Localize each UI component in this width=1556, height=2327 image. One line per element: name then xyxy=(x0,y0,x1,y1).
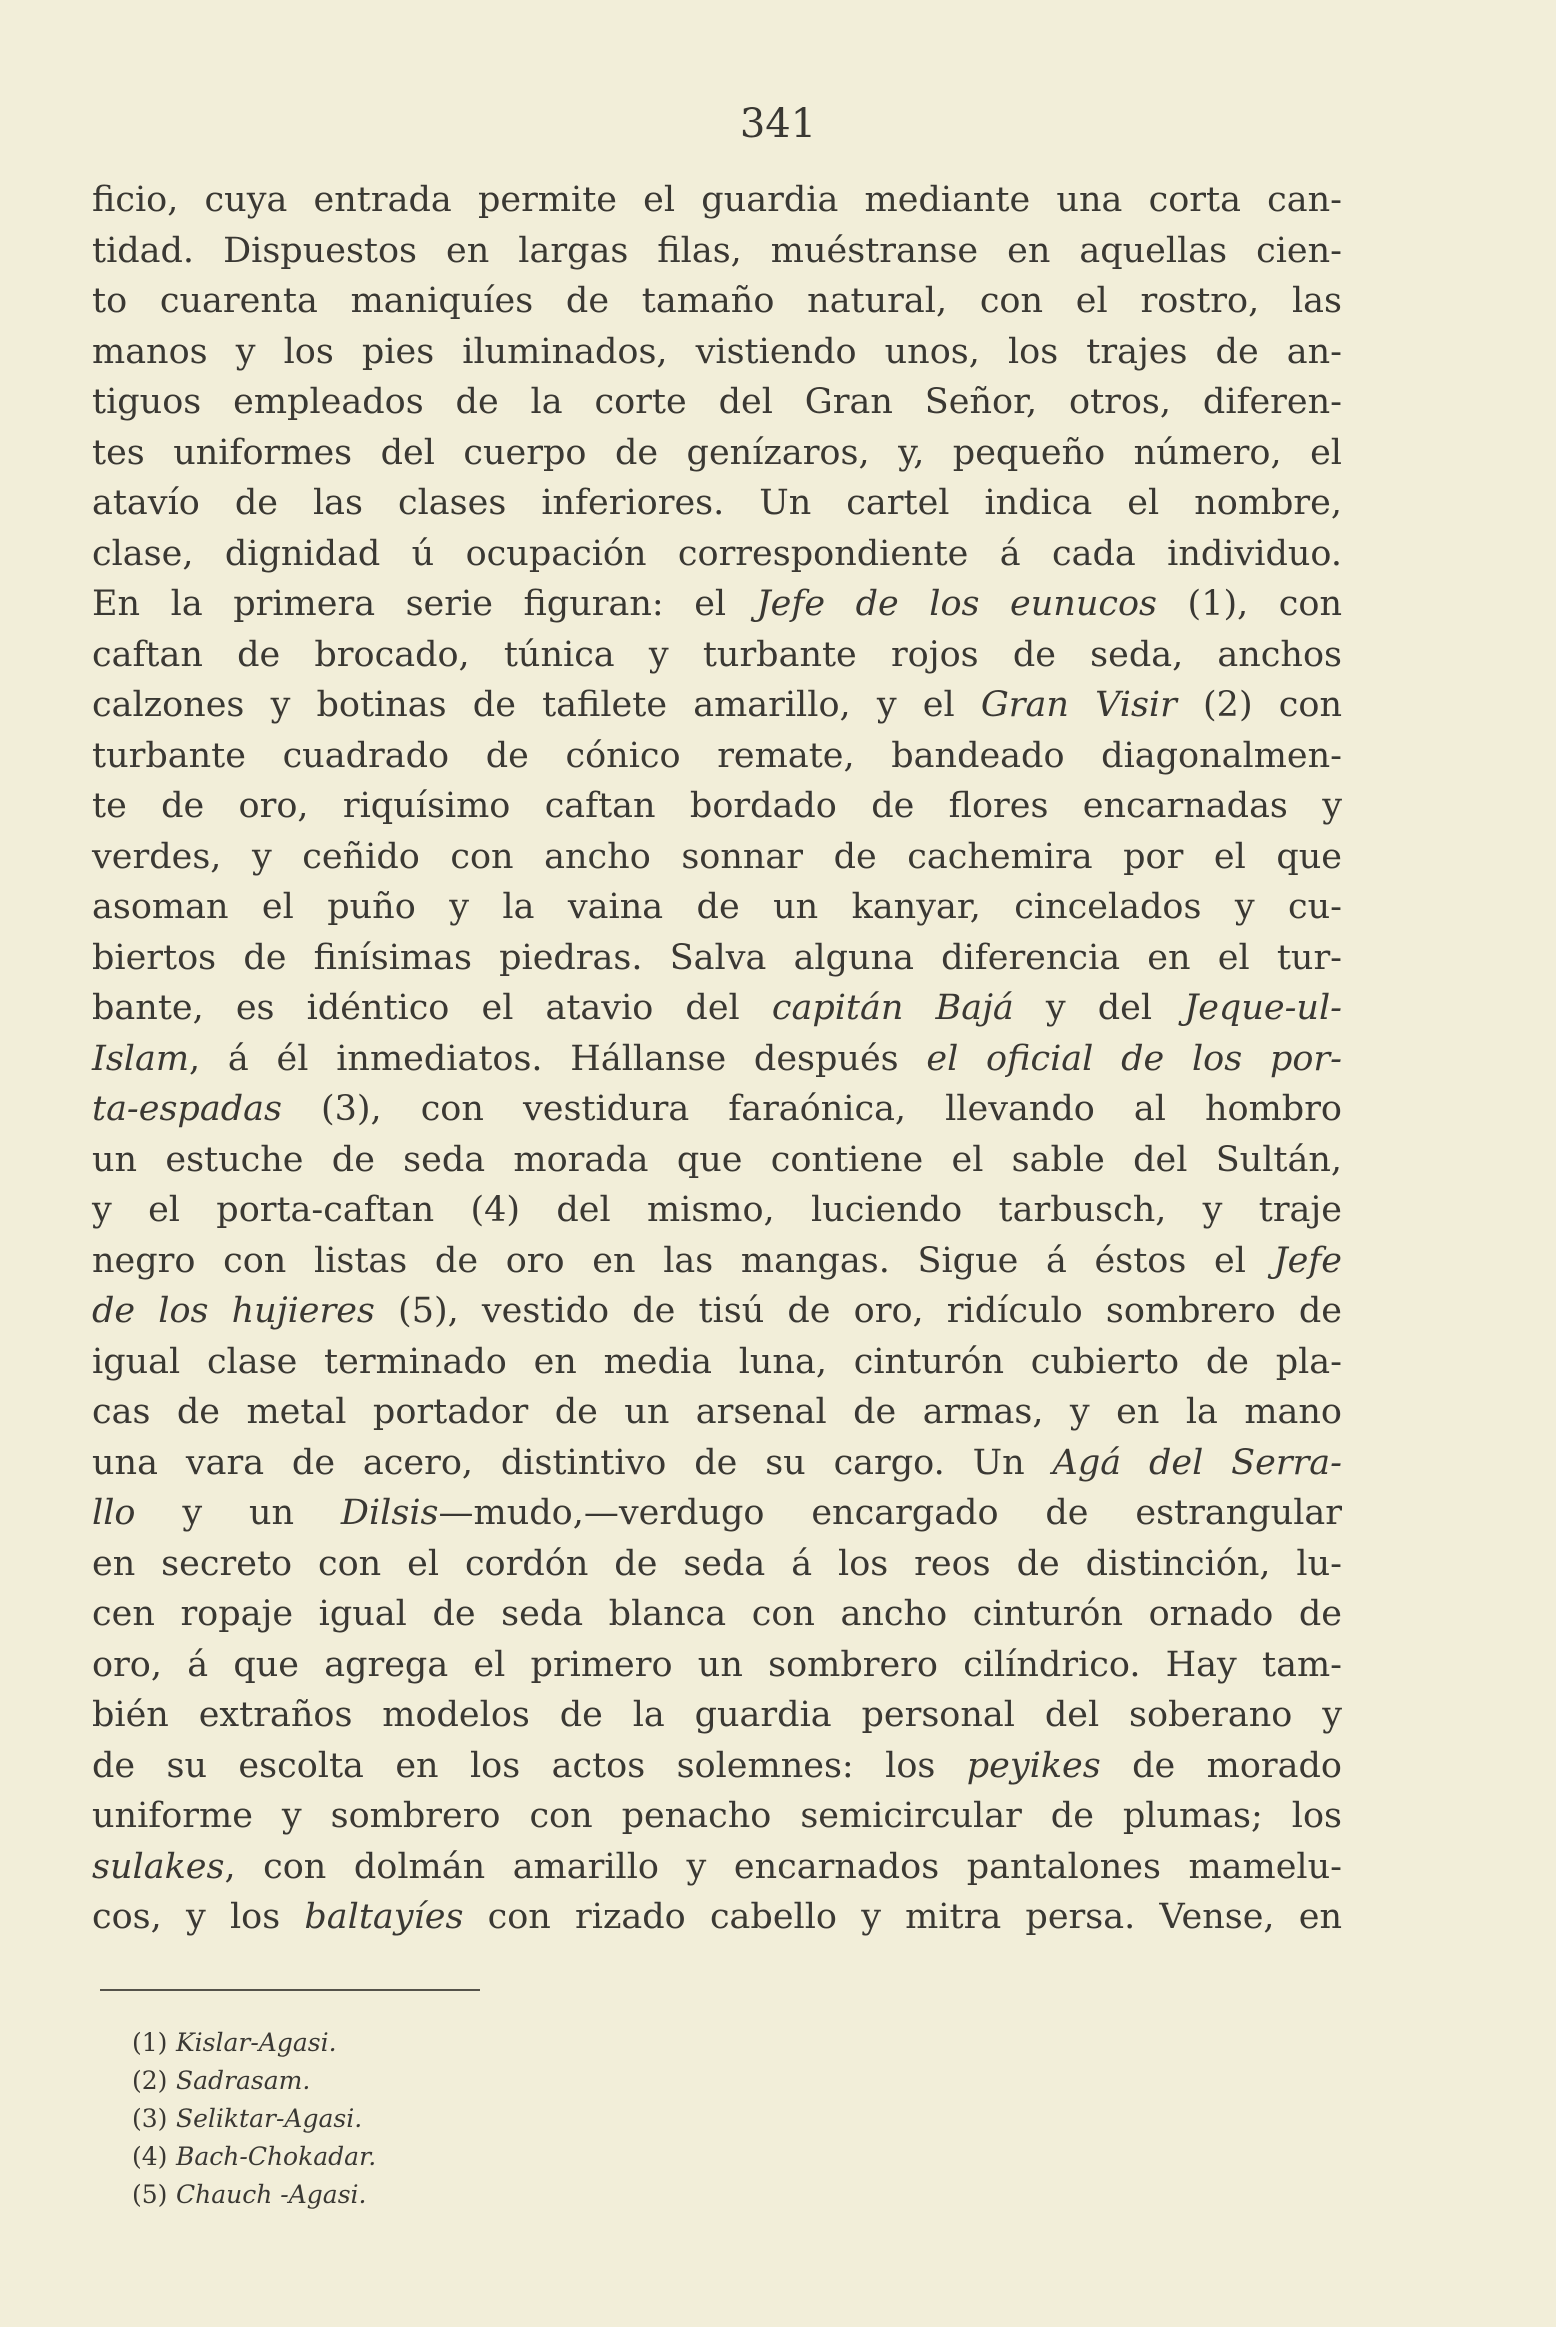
text-line xyxy=(92,327,1342,378)
footnote-number: (2) xyxy=(132,2066,168,2095)
footnote-number: (1) xyxy=(132,2028,168,2057)
text-run: una vara de acero, distintivo de su cargo. Un xyxy=(92,1442,1053,1483)
text-run: En la primera serie figuran: el xyxy=(92,584,757,624)
text-line xyxy=(92,1741,1342,1792)
text-line xyxy=(92,1791,1342,1842)
italic-term: Jeque-ul- xyxy=(1184,988,1342,1028)
text-line xyxy=(92,1135,1342,1186)
footnote xyxy=(132,2100,376,2138)
italic-term: ta-espadas xyxy=(92,1089,282,1129)
text-run: cos, y los xyxy=(92,1897,305,1937)
footnote xyxy=(132,2138,376,2176)
text-line xyxy=(92,276,1342,327)
text-run: tidad. Dispuestos en largas filas, muéstranse en aquellas cien- xyxy=(92,230,1342,271)
footnote-number: (4) xyxy=(132,2142,168,2171)
italic-term: el oficial de los por- xyxy=(926,1038,1342,1079)
italic-term: Jefe de los eunucos xyxy=(756,584,1157,624)
italic-term: baltayíes xyxy=(304,1897,464,1937)
text-line xyxy=(92,731,1342,782)
text-run: calzones y botinas de tafilete amarillo, y el xyxy=(92,685,981,725)
text-line xyxy=(92,832,1342,883)
text-line xyxy=(92,1539,1342,1590)
text-run: , con dolmán amarillo y encarnados pantalones mamelu- xyxy=(224,1846,1342,1887)
italic-term: Agá del Serra- xyxy=(1052,1442,1342,1483)
italic-term: peyikes xyxy=(966,1745,1101,1786)
text-run: (3), con vestidura faraónica, llevando al hombro xyxy=(281,1089,1342,1129)
text-line xyxy=(92,478,1342,529)
footnote-term: Bach-Chokadar. xyxy=(176,2142,377,2171)
text-run: y del xyxy=(1013,988,1185,1028)
footnote-term: Chauch -Agasi. xyxy=(176,2180,367,2209)
italic-term: Gran Visir xyxy=(980,685,1177,725)
text-line xyxy=(92,1337,1342,1388)
text-line xyxy=(92,1084,1342,1135)
text-line xyxy=(92,1690,1342,1741)
text-line xyxy=(92,1892,1342,1943)
text-line xyxy=(92,1387,1342,1438)
text-line xyxy=(92,1034,1342,1085)
text-run: igual clase terminado en media luna, cinturón cubierto de pla- xyxy=(92,1341,1342,1382)
text-run: manos y los pies iluminados, vistiendo unos, los trajes de an- xyxy=(92,331,1342,372)
italic-term: Islam xyxy=(92,1038,190,1079)
text-run: bién extraños modelos de la guardia personal del soberano y xyxy=(92,1695,1342,1735)
italic-term: Jefe xyxy=(1273,1240,1342,1281)
text-line xyxy=(92,933,1342,984)
footnote xyxy=(132,2062,376,2100)
italic-term: sulakes xyxy=(92,1846,225,1887)
text-run: y el porta-caftan (4) del mismo, luciendo tarbusch, y traje xyxy=(92,1190,1342,1230)
text-run: (1), con xyxy=(1157,584,1342,624)
text-run: de su escolta en los actos solemnes: los xyxy=(92,1745,967,1786)
body-text xyxy=(92,175,1342,1943)
text-line xyxy=(92,1236,1342,1287)
text-line xyxy=(92,882,1342,933)
text-line xyxy=(92,1438,1342,1489)
text-line xyxy=(92,579,1342,630)
text-run: caftan de brocado, túnica y turbante rojos de seda, anchos xyxy=(92,634,1342,675)
text-run: tiguos empleados de la corte del Gran Señor, otros, diferen- xyxy=(92,382,1342,422)
text-line xyxy=(92,1185,1342,1236)
text-line xyxy=(92,1640,1342,1691)
text-run: ficio, cuya entrada permite el guardia mediante una corta can- xyxy=(92,180,1342,220)
text-line xyxy=(92,781,1342,832)
footnote-number: (3) xyxy=(132,2104,168,2133)
text-line xyxy=(92,630,1342,681)
italic-term: de los hujieres xyxy=(92,1291,375,1331)
text-run: verdes, y ceñido con ancho sonnar de cachemira por el que xyxy=(92,836,1342,877)
text-run: negro con listas de oro en las mangas. Sigue á éstos el xyxy=(92,1240,1274,1281)
text-run: cen ropaje igual de seda blanca con ancho cinturón ornado de xyxy=(92,1594,1342,1634)
text-line xyxy=(92,1488,1342,1539)
text-run: te de oro, riquísimo caftan bordado de flores encarnadas y xyxy=(92,786,1342,826)
text-line xyxy=(92,1589,1342,1640)
text-run: asoman el puño y la vaina de un kanyar, cincelados y cu- xyxy=(92,887,1342,927)
text-run: y un xyxy=(135,1493,341,1533)
text-run: atavío de las clases inferiores. Un cartel indica el nombre, xyxy=(92,483,1342,523)
text-line xyxy=(92,377,1342,428)
text-run: de morado xyxy=(1100,1745,1342,1786)
text-run: cas de metal portador de un arsenal de armas, y en la mano xyxy=(92,1392,1342,1432)
footnote-term: Kislar-Agasi. xyxy=(176,2028,337,2057)
text-run: turbante cuadrado de cónico remate, bandeado diagonalmen- xyxy=(92,735,1342,776)
text-run: clase, dignidad ú ocupación correspondiente á cada individuo. xyxy=(92,533,1342,574)
footnote-term: Seliktar-Agasi. xyxy=(176,2104,363,2133)
text-run: con rizado cabello y mitra persa. Vense, en xyxy=(463,1897,1343,1937)
footnote xyxy=(132,2024,376,2062)
text-run: (2) con xyxy=(1176,685,1342,725)
footnote xyxy=(132,2176,376,2214)
text-line xyxy=(92,983,1342,1034)
text-run: oro, á que agrega el primero un sombrero cilíndrico. Hay tam- xyxy=(92,1644,1342,1685)
footnote-number: (5) xyxy=(132,2180,168,2209)
text-run: biertos de finísimas piedras. Salva alguna diferencia en el tur- xyxy=(92,937,1342,978)
italic-term: capitán Bajá xyxy=(771,988,1014,1028)
text-run: —mudo,—verdugo encargado de estrangular xyxy=(438,1493,1342,1533)
text-line xyxy=(92,226,1342,277)
text-line xyxy=(92,1842,1342,1893)
text-run: uniforme y sombrero con penacho semicircular de plumas; los xyxy=(92,1796,1342,1836)
text-run: , á él inmediatos. Hállanse después xyxy=(189,1038,927,1079)
text-run: bante, es idéntico el atavio del xyxy=(92,988,772,1028)
page-number: 341 xyxy=(739,101,817,147)
text-line xyxy=(92,529,1342,580)
text-line xyxy=(92,175,1342,226)
footnote-term: Sadrasam. xyxy=(176,2066,311,2095)
text-run: (5), vestido de tisú de oro, ridículo sombrero de xyxy=(374,1291,1343,1331)
text-line xyxy=(92,680,1342,731)
text-line xyxy=(92,428,1342,479)
text-line xyxy=(92,1286,1342,1337)
text-run: to cuarenta maniquíes de tamaño natural, con el rostro, las xyxy=(92,281,1342,321)
footnotes xyxy=(132,2024,376,2214)
italic-term: llo xyxy=(92,1493,136,1533)
text-run: en secreto con el cordón de seda á los reos de distinción, lu- xyxy=(92,1543,1342,1584)
text-run: un estuche de seda morada que contiene el sable del Sultán, xyxy=(92,1139,1342,1180)
footnote-divider xyxy=(100,1989,480,1991)
text-run: tes uniformes del cuerpo de genízaros, y, pequeño número, el xyxy=(92,432,1342,473)
italic-term: Dilsis xyxy=(340,1493,439,1533)
